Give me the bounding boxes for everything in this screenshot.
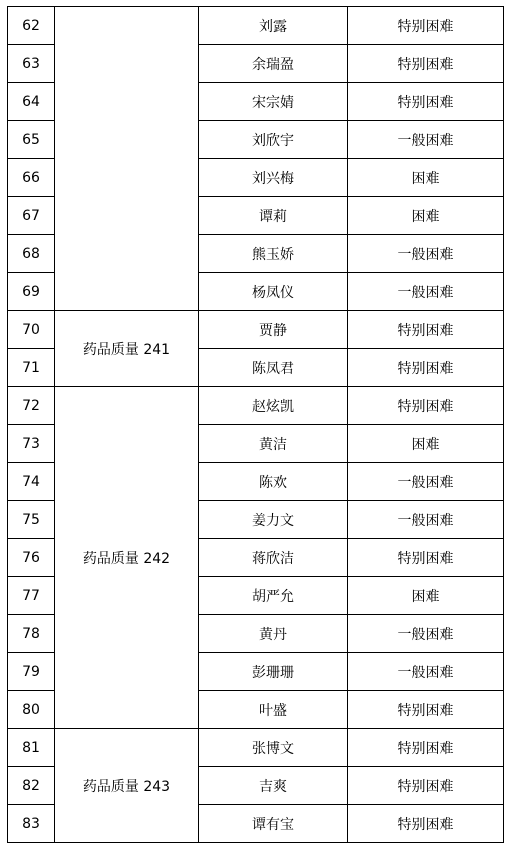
student-name: 彭珊珊	[199, 653, 348, 691]
student-name: 蒋欣洁	[199, 539, 348, 577]
row-number: 81	[8, 729, 55, 767]
row-number: 72	[8, 387, 55, 425]
difficulty-level: 一般困难	[348, 615, 504, 653]
row-number: 75	[8, 501, 55, 539]
row-number: 62	[8, 7, 55, 45]
difficulty-level: 一般困难	[348, 501, 504, 539]
student-name: 谭莉	[199, 197, 348, 235]
row-number: 67	[8, 197, 55, 235]
student-name: 刘兴梅	[199, 159, 348, 197]
table-row	[8, 387, 504, 425]
row-number: 79	[8, 653, 55, 691]
difficulty-level: 特别困难	[348, 539, 504, 577]
difficulty-level: 特别困难	[348, 805, 504, 843]
difficulty-level: 困难	[348, 197, 504, 235]
row-number: 78	[8, 615, 55, 653]
row-number: 66	[8, 159, 55, 197]
difficulty-level: 一般困难	[348, 235, 504, 273]
row-number: 63	[8, 45, 55, 83]
student-name: 黄丹	[199, 615, 348, 653]
student-name: 姜力文	[199, 501, 348, 539]
student-name: 谭有宝	[199, 805, 348, 843]
table-row	[8, 311, 504, 349]
difficulty-level: 特别困难	[348, 349, 504, 387]
student-name: 贾静	[199, 311, 348, 349]
row-number: 69	[8, 273, 55, 311]
difficulty-level: 特别困难	[348, 387, 504, 425]
row-number: 77	[8, 577, 55, 615]
row-number: 64	[8, 83, 55, 121]
student-name: 杨凤仪	[199, 273, 348, 311]
student-name: 陈凤君	[199, 349, 348, 387]
difficulty-level: 特别困难	[348, 691, 504, 729]
row-number: 83	[8, 805, 55, 843]
row-number: 80	[8, 691, 55, 729]
difficulty-level: 特别困难	[348, 767, 504, 805]
class-cell: 药品质量 243	[55, 729, 199, 843]
student-name: 胡严允	[199, 577, 348, 615]
row-number: 68	[8, 235, 55, 273]
student-name: 刘露	[199, 7, 348, 45]
row-number: 82	[8, 767, 55, 805]
row-number: 73	[8, 425, 55, 463]
class-cell: 药品质量 241	[55, 311, 199, 387]
student-name: 吉爽	[199, 767, 348, 805]
row-number: 70	[8, 311, 55, 349]
difficulty-level: 一般困难	[348, 463, 504, 501]
student-name: 张博文	[199, 729, 348, 767]
table-row	[8, 7, 504, 45]
difficulty-level: 困难	[348, 425, 504, 463]
difficulty-level: 一般困难	[348, 121, 504, 159]
class-cell: 药品质量 242	[55, 387, 199, 729]
difficulty-level: 一般困难	[348, 653, 504, 691]
student-name: 熊玉娇	[199, 235, 348, 273]
difficulty-level: 困难	[348, 159, 504, 197]
student-name: 宋宗婧	[199, 83, 348, 121]
class-cell	[55, 7, 199, 311]
difficulty-level: 特别困难	[348, 729, 504, 767]
difficulty-level: 一般困难	[348, 273, 504, 311]
difficulty-level: 特别困难	[348, 45, 504, 83]
student-name: 叶盛	[199, 691, 348, 729]
student-name: 余瑞盈	[199, 45, 348, 83]
difficulty-level: 特别困难	[348, 7, 504, 45]
student-name: 黄洁	[199, 425, 348, 463]
row-number: 76	[8, 539, 55, 577]
student-name: 刘欣宇	[199, 121, 348, 159]
difficulty-level: 特别困难	[348, 311, 504, 349]
student-name: 陈欢	[199, 463, 348, 501]
difficulty-level: 特别困难	[348, 83, 504, 121]
row-number: 74	[8, 463, 55, 501]
table-row	[8, 729, 504, 767]
row-number: 65	[8, 121, 55, 159]
row-number: 71	[8, 349, 55, 387]
student-table	[7, 6, 504, 843]
student-name: 赵炫凯	[199, 387, 348, 425]
difficulty-level: 困难	[348, 577, 504, 615]
